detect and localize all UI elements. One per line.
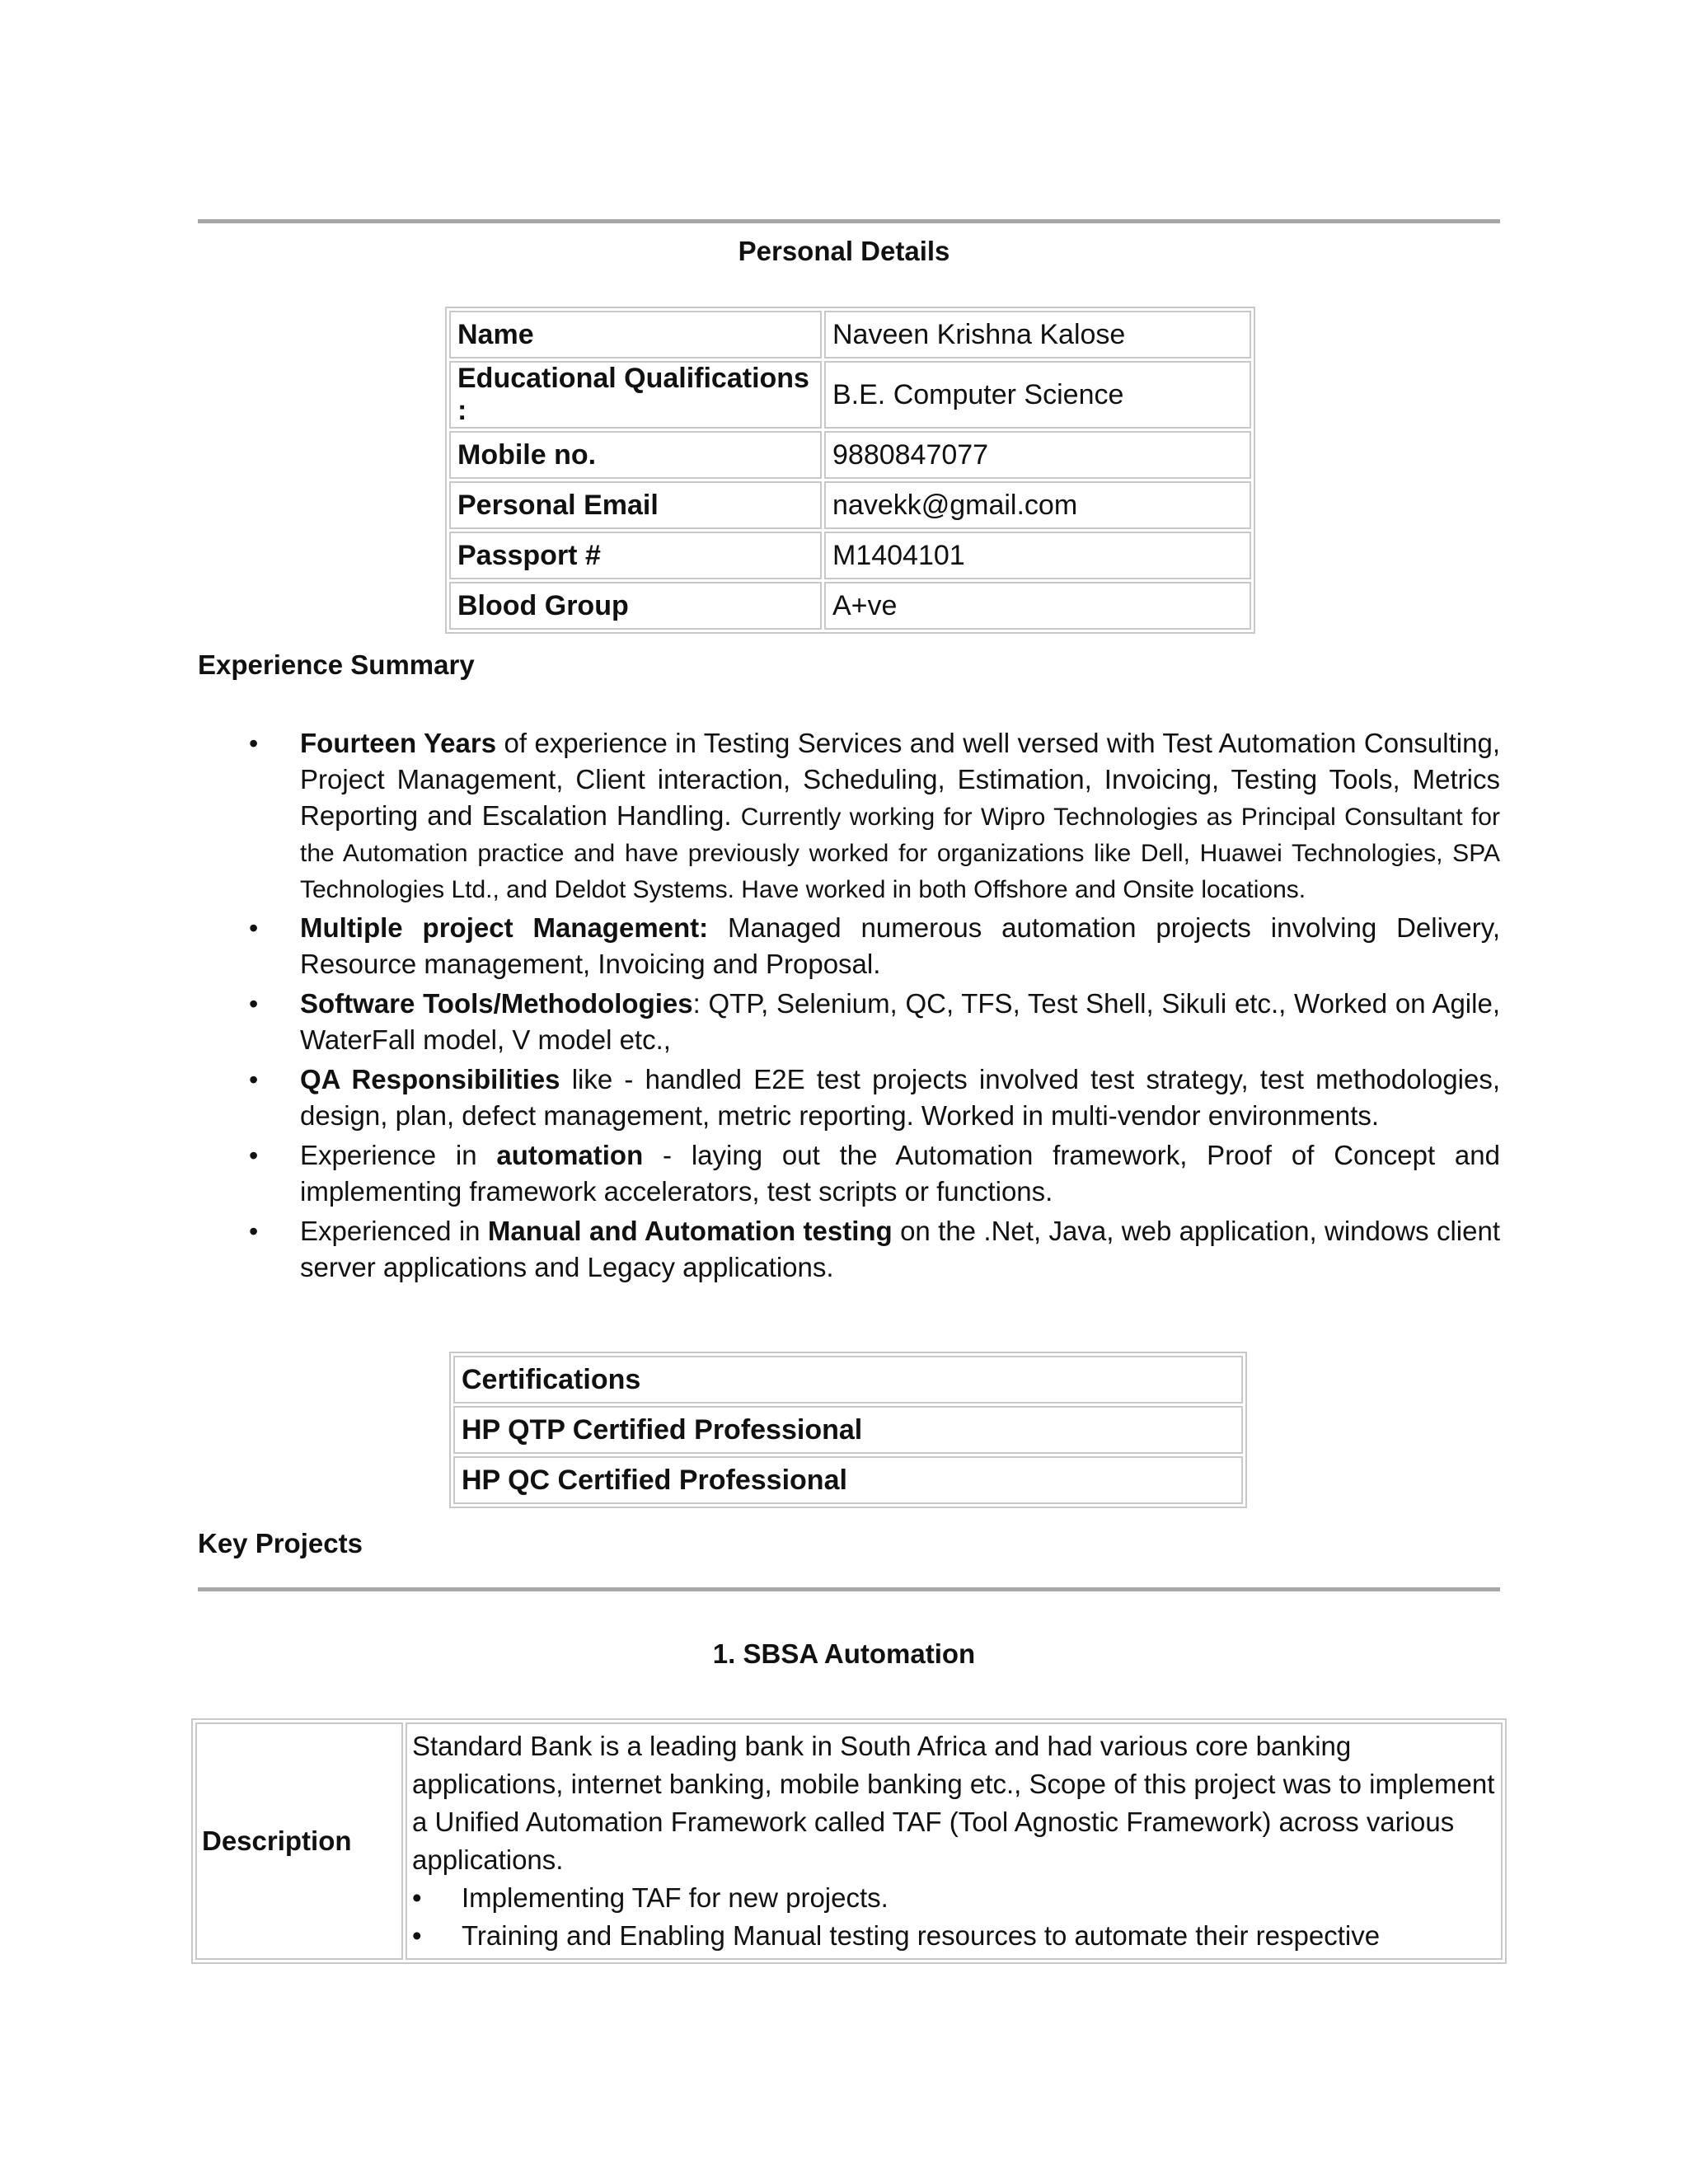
email-label: Personal Email [449,481,822,529]
list-item [198,986,1500,1058]
summary-small-text: Currently working for Wipro Technologies as Principal Consultant for the Automation practice and have previously worked for organizations like Dell, Huawei Technologies, SPA Technologies Ltd., and Deldot Systems. Have worked in both Offshore and Onsite locations. [300,804,1500,903]
summary-text: on the .Net, Java, web application, windows client server applications and Legacy applications. [300,1216,1500,1282]
summary-text: - laying out the Automation framework, Proof of Concept and implementing framework accelerators, test scripts or functions. [300,1140,1500,1207]
project-table [191,1718,1507,1964]
bullet-icon: • [249,1216,259,1246]
certification-item: HP QTP Certified Professional [453,1406,1243,1454]
key-projects-heading: Key Projects [198,1528,363,1558]
description-label: Description [195,1722,403,1960]
bullet-icon: • [412,1882,422,1913]
summary-text-pre: Experienced in [300,1216,488,1246]
bullet-icon: • [249,989,259,1019]
list-item [412,1917,1496,1955]
summary-bold: automation [496,1140,644,1170]
summary-bold: Multiple project Management: [300,912,709,943]
experience-summary-list [198,725,1500,1289]
personal-details-title: Personal Details [738,236,950,266]
education-label: Educational Qualifications : [449,361,822,429]
list-item [198,1062,1500,1134]
passport-label: Passport # [449,532,822,579]
bullet-icon: • [249,1065,259,1094]
education-value: B.E. Computer Science [824,361,1251,429]
table-row [449,481,1251,529]
description-bullets [412,1879,1496,1955]
bullet-icon: • [412,1920,422,1951]
experience-summary-heading: Experience Summary [198,649,475,680]
personal-details-table [445,307,1255,634]
list-item [198,910,1500,982]
summary-bold: QA Responsibilities [300,1064,560,1094]
certifications-table [449,1352,1247,1508]
summary-text: : QTP, Selenium, QC, TFS, Test Shell, Sikuli etc., Worked on Agile, WaterFall model, V model etc., [300,988,1500,1055]
list-item [198,1213,1500,1286]
mobile-value: 9880847077 [824,431,1251,479]
summary-bold: Fourteen Years [300,728,497,758]
summary-text-pre: Experience in [300,1140,497,1170]
key-projects-divider [198,1587,1500,1591]
table-row [453,1456,1243,1504]
blood-group-label: Blood Group [449,582,822,630]
summary-text: like - handled E2E test projects involved test strategy, test methodologies, design, plan, defect management, metric reporting. Worked in multi-vendor environments. [300,1064,1500,1131]
certifications-header: Certifications [453,1356,1243,1404]
table-row [449,431,1251,479]
description-cell [406,1722,1503,1960]
description-text: Standard Bank is a leading bank in South Africa and had various core banking applications, internet banking, mobile banking etc., Scope of this project was to implement a Unified Automation Framework called TAF (Tool Agnostic Framework) across various applications. [412,1731,1495,1875]
bullet-icon: • [249,913,259,943]
project-title: 1. SBSA Automation [712,1638,976,1669]
table-row [449,582,1251,630]
table-row [449,361,1251,429]
mobile-label: Mobile no. [449,431,822,479]
table-row [453,1406,1243,1454]
summary-bold: Software Tools/Methodologies [300,988,693,1019]
description-bullet-text: Implementing TAF for new projects. [462,1882,889,1913]
table-row [195,1722,1503,1960]
description-bullet-text: Training and Enabling Manual testing resources to automate their respective [462,1920,1381,1951]
blood-group-value: A+ve [824,582,1251,630]
table-row [453,1356,1243,1404]
email-value: navekk@gmail.com [824,481,1251,529]
list-item [198,1137,1500,1210]
passport-value: M1404101 [824,532,1251,579]
table-row [449,311,1251,359]
list-item [412,1879,1496,1917]
top-divider [198,219,1500,223]
summary-text: Managed numerous automation projects involving Delivery, Resource management, Invoicing and Proposal. [300,912,1500,979]
summary-text: of experience in Testing Services and well versed with Test Automation Consulting, Project Management, Client interaction, Scheduling, Estimation, Invoicing, Testing Tools, Metrics Reporting and Escalation Handling. [300,728,1500,831]
name-value: Naveen Krishna Kalose [824,311,1251,359]
table-row [449,532,1251,579]
certification-item: HP QC Certified Professional [453,1456,1243,1504]
name-label: Name [449,311,822,359]
bullet-icon: • [249,1141,259,1170]
list-item [198,725,1500,907]
bullet-icon: • [249,729,259,758]
summary-bold: Manual and Automation testing [487,1216,893,1246]
